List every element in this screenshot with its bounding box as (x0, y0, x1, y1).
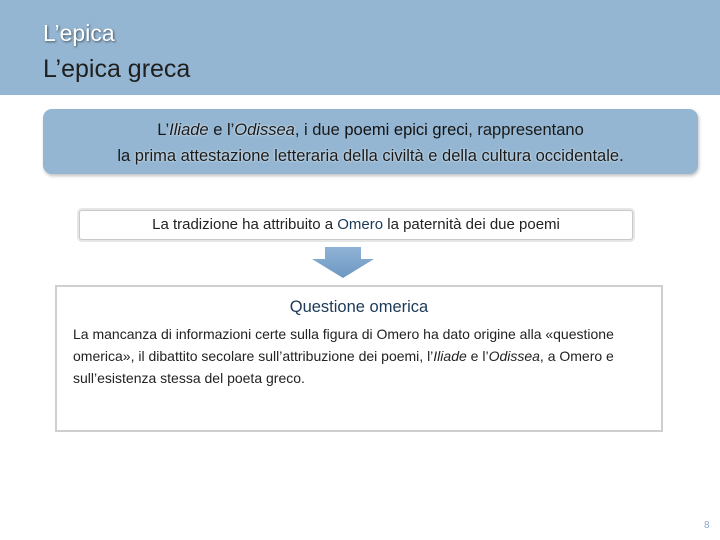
question-text-part: , a Omero e sull’esistenza stessa del poeta greco. (73, 348, 614, 386)
iliade-title: Iliade (433, 348, 467, 364)
intro-text-part: e l’ (208, 121, 235, 139)
question-title: Questione omerica (289, 298, 429, 316)
intro-emphasis: della cultura occidentale (442, 147, 620, 165)
page-number: 8 (704, 520, 710, 531)
question-text-part: e l’ (466, 348, 489, 364)
intro-text (43, 117, 698, 169)
intro-emphasis: prima attestazione letteraria della civiltà (134, 147, 424, 165)
question-text (73, 323, 653, 389)
odissea-title: Odissea (234, 121, 295, 139)
question-box (55, 285, 663, 432)
question-text-part: La mancanza di informazioni certe sulla figura di Omero ha dato origine alla «questione omerica», il dibattito secolare sull’attribuzione dei poemi, l’ (73, 326, 614, 364)
slide-subtitle: L’epica greca (43, 55, 191, 83)
intro-emphasis: poemi epici greci (344, 121, 469, 139)
intro-text-part: L’ (157, 121, 170, 139)
tradition-text-part: La tradizione ha attribuito a (152, 216, 338, 233)
intro-text-part: , rappresentano (468, 121, 584, 139)
intro-text-part: e (423, 147, 443, 165)
intro-text-part: la (117, 147, 135, 165)
slide-title: L’epica (43, 20, 115, 46)
header-bar (0, 0, 720, 95)
odissea-title: Odissea (488, 348, 540, 364)
tradition-box (79, 210, 633, 240)
intro-text-part: . (619, 147, 624, 165)
omero-name: Omero (337, 216, 384, 233)
intro-text-part: , i due (294, 121, 345, 139)
arrow-down-icon (311, 247, 375, 279)
tradition-text-part: la paternità dei due poemi (383, 216, 560, 233)
iliade-title: Iliade (169, 121, 209, 139)
intro-box (43, 109, 698, 174)
